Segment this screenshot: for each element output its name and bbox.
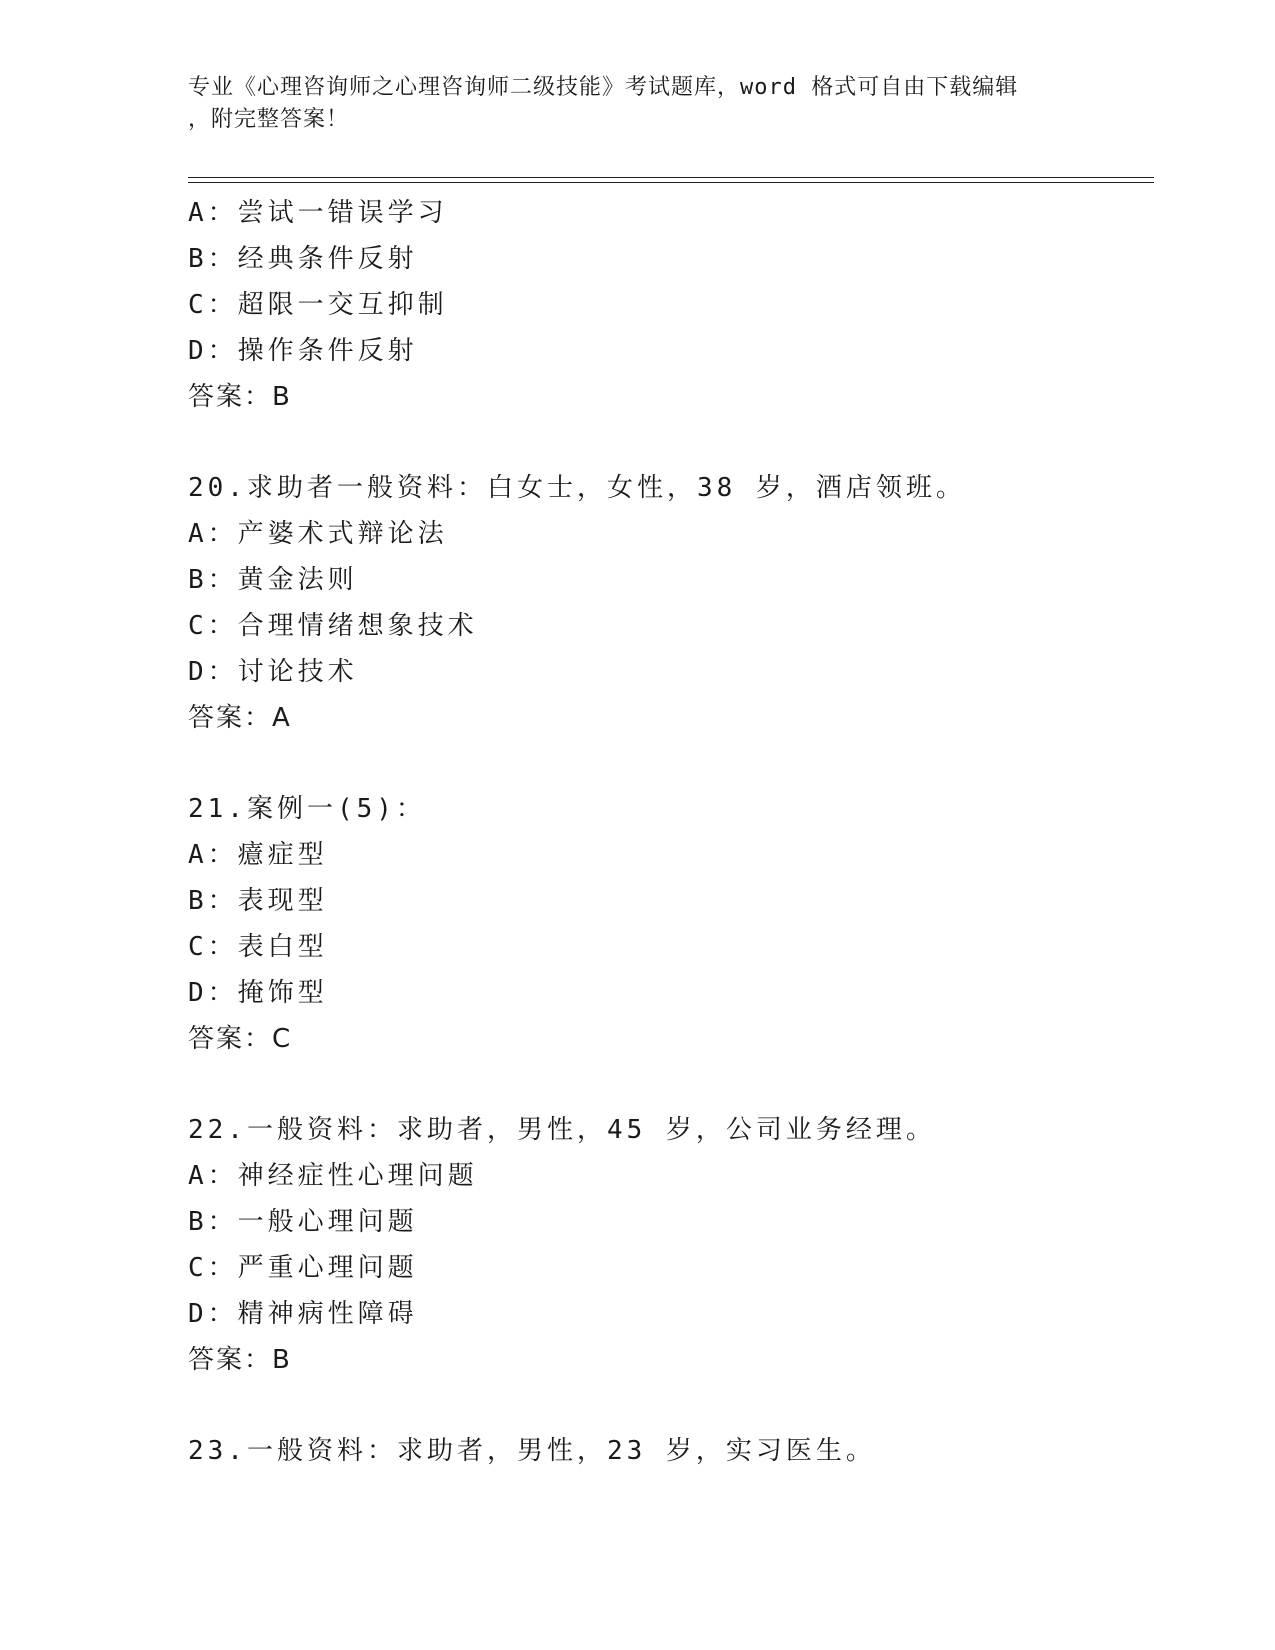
option-c: C：超限一交互抑制 bbox=[188, 290, 448, 320]
question-block bbox=[188, 786, 1148, 1062]
question-text: 22.一般资料：求助者，男性，45 岁，公司业务经理。 bbox=[188, 1115, 936, 1145]
option-c: C：表白型 bbox=[188, 932, 328, 962]
option-b: B：一般心理问题 bbox=[188, 1207, 418, 1237]
answer-line: 答案：B bbox=[188, 382, 292, 412]
header-line-2: ，附完整答案！ bbox=[188, 107, 350, 132]
option-b: B：经典条件反射 bbox=[188, 244, 418, 274]
option-a: A：癔症型 bbox=[188, 840, 328, 870]
question-text: 20.求助者一般资料：白女士，女性，38 岁，酒店领班。 bbox=[188, 473, 966, 503]
question-text: 21.案例一(5)： bbox=[188, 794, 426, 824]
question-text: 23.一般资料：求助者，男性，23 岁，实习医生。 bbox=[188, 1436, 876, 1466]
option-c: C：严重心理问题 bbox=[188, 1253, 418, 1283]
option-d: D：精神病性障碍 bbox=[188, 1299, 418, 1329]
header-divider-bottom bbox=[188, 182, 1154, 183]
answer-line: 答案：B bbox=[188, 1345, 292, 1375]
option-d: D：操作条件反射 bbox=[188, 336, 418, 366]
block-spacer bbox=[188, 1062, 1148, 1107]
question-block bbox=[188, 1428, 1148, 1474]
block-spacer bbox=[188, 420, 1148, 465]
header-line-1: 专业《心理咨询师之心理咨询师二级技能》考试题库，word 格式可自由下载编辑 bbox=[188, 75, 1019, 100]
option-c: C：合理情绪想象技术 bbox=[188, 611, 478, 641]
block-spacer bbox=[188, 741, 1148, 786]
option-b: B：表现型 bbox=[188, 886, 328, 916]
option-a: A：尝试一错误学习 bbox=[188, 198, 448, 228]
question-block bbox=[188, 465, 1148, 741]
option-d: D：讨论技术 bbox=[188, 657, 358, 687]
question-block bbox=[188, 1107, 1148, 1383]
question-list bbox=[188, 190, 1148, 1474]
option-a: A：产婆术式辩论法 bbox=[188, 519, 448, 549]
document-header bbox=[188, 72, 1088, 136]
option-a: A：神经症性心理问题 bbox=[188, 1161, 478, 1191]
answer-line: 答案：C bbox=[188, 1024, 293, 1054]
option-d: D：掩饰型 bbox=[188, 978, 328, 1008]
question-block bbox=[188, 190, 1148, 420]
option-b: B：黄金法则 bbox=[188, 565, 358, 595]
answer-line: 答案：A bbox=[188, 703, 292, 733]
block-spacer bbox=[188, 1383, 1148, 1428]
header-divider-top bbox=[188, 177, 1154, 178]
